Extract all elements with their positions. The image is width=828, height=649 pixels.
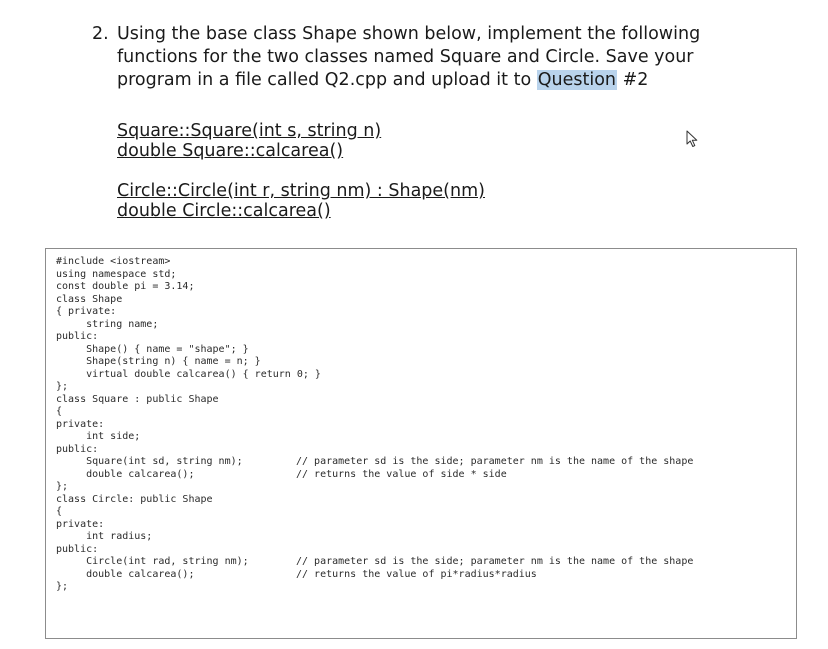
code-line: { xyxy=(56,406,63,417)
code-line: }; xyxy=(56,381,69,392)
code-line: int radius; xyxy=(56,531,153,542)
code-line: { private: xyxy=(56,306,117,317)
question-line-3-suffix: #2 xyxy=(617,70,649,90)
code-line: }; xyxy=(56,481,69,492)
question-text xyxy=(117,23,717,92)
circle-constructor-signature: Circle::Circle(int r, string nm) : Shape(nm) xyxy=(117,181,485,201)
question-line-3-prefix: program in a file called Q2.cpp and upload it to xyxy=(117,70,537,90)
square-constructor-signature: Square::Square(int s, string n) xyxy=(117,121,382,141)
code-line: virtual double calcarea() { return 0; } xyxy=(56,368,321,380)
code-comment: // parameter sd is the side; parameter nm is the name of the shape xyxy=(296,556,694,567)
code-line: #include <iostream> xyxy=(56,256,171,267)
code-line: private: xyxy=(56,518,105,530)
code-line: Shape() { name = "shape"; } xyxy=(56,343,249,355)
code-line: public: xyxy=(56,443,99,455)
code-line: }; xyxy=(56,581,69,592)
question-number: 2. xyxy=(92,24,109,44)
question-line-1: Using the base class Shape shown below, implement the following xyxy=(117,24,701,44)
code-line: Square(int sd, string nm); xyxy=(56,456,243,467)
code-line: Shape(string n) { name = n; } xyxy=(56,356,261,367)
code-line: class Square : public Shape xyxy=(56,393,219,405)
code-line: Circle(int rad, string nm); xyxy=(56,556,249,567)
code-line: double calcarea(); xyxy=(56,468,195,480)
mouse-pointer-icon xyxy=(686,130,700,148)
code-line: int side; xyxy=(56,431,141,442)
code-line: double calcarea(); xyxy=(56,568,195,580)
circle-calcarea-signature: double Circle::calcarea() xyxy=(117,201,331,221)
code-listing xyxy=(45,248,797,639)
square-calcarea-signature: double Square::calcarea() xyxy=(117,141,344,161)
code-line: class Circle: public Shape xyxy=(56,493,213,505)
code-line: public: xyxy=(56,543,99,555)
question-line-3 xyxy=(117,69,717,92)
highlighted-word[interactable]: Question xyxy=(537,70,617,90)
code-line: { xyxy=(56,506,63,517)
code-line: using namespace std; xyxy=(56,268,177,280)
code-line: private: xyxy=(56,418,105,430)
code-line: class Shape xyxy=(56,293,123,305)
code-comment: // returns the value of side * side xyxy=(296,468,507,480)
code-comment: // returns the value of pi*radius*radius xyxy=(296,568,537,580)
question-line-2: functions for the two classes named Square and Circle. Save your xyxy=(117,47,694,67)
code-line: string name; xyxy=(56,318,159,330)
code-line: const double pi = 3.14; xyxy=(56,281,195,292)
code-comment: // parameter sd is the side; parameter nm is the name of the shape xyxy=(296,456,694,467)
code-line: public: xyxy=(56,331,99,342)
